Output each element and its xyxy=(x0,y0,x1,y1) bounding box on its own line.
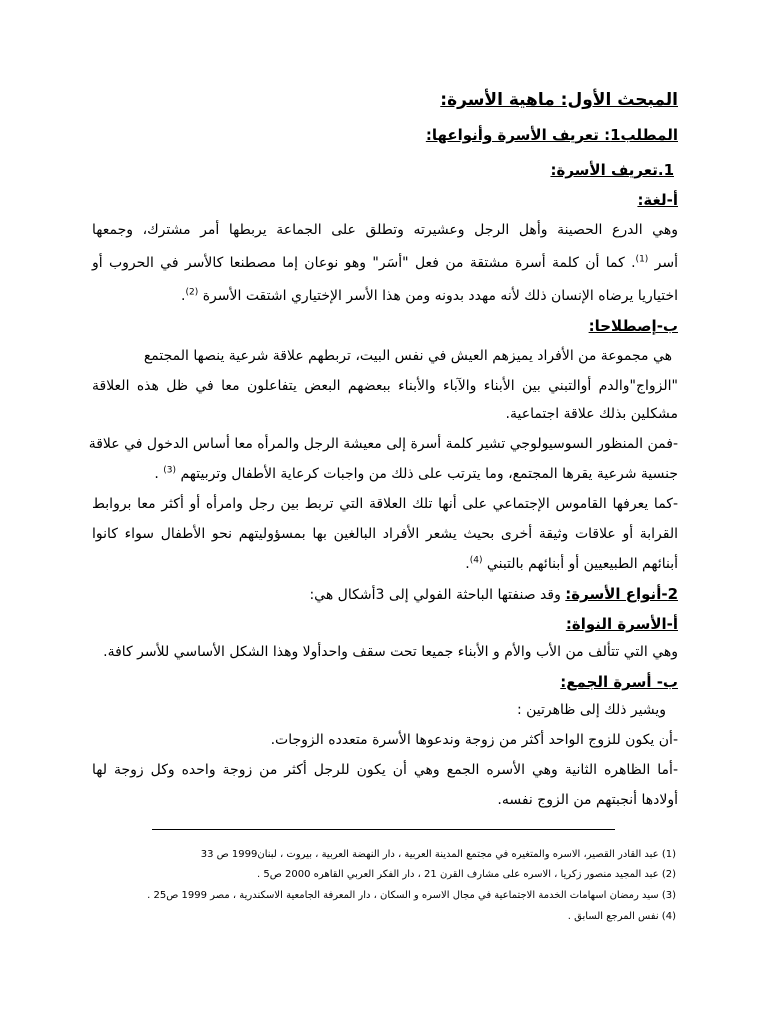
extended-family-intro: ويشير ذلك إلى ظاهرتين : xyxy=(516,702,666,718)
extended-family-point-2-line-2: أولادها أنجبتهم من الزوج نفسه. xyxy=(497,792,678,808)
dictionary-line-1: -كما يعرفها القاموس الإجتماعي على أنها تلك العلاقة التي تربط بين رجل وامرأه أو أكثر معا بروابط xyxy=(92,496,678,512)
definition-title: 1.تعريف الأسرة: xyxy=(550,161,674,179)
document-page xyxy=(88,80,678,980)
lexical-line-2: أسر $^{(1)}$. كما أن كلمة أسرة مشتقة من فعل "أسَر" وهو نوعان إما مصطنعا كالأسر في الحروب أو xyxy=(92,254,678,271)
sociological-line-1: -فمن المنظور السوسيولوجي تشير كلمة أسرة إلى معيشة الرجل والمرأه معا أساس الدخول في علاقة xyxy=(88,436,678,452)
nuclear-family-title: أ-الأسرة النواة: xyxy=(565,615,678,633)
types-title: 2-أنواع الأسرة: xyxy=(565,585,678,603)
dictionary-line-3: أبنائهم الطبيعيين أو أبنائهم بالتبني $^{(4)}$. xyxy=(465,555,678,572)
sociological-line-2: جنسية شرعية يقرها المجتمع، وما يترتب على ذلك من واجبات كرعاية الأطفال وتربيتهم $^{(3)}$ . xyxy=(154,465,678,482)
footnote-3: (3) سيد رمضان اسهامات الخدمة الاجتماعية في مجال الاسره و السكان ، دار المعرفة الجامعية الاسكندرية ، مصر 1999 ص25 . xyxy=(147,890,676,901)
footnote-ref-2: (2) xyxy=(185,287,199,298)
footnote-ref-1: (1) xyxy=(635,254,649,265)
lexical-line-1: وهي الدرع الحصينة وأهل الرجل وعشيرته وتطلق على الجماعة يربطها أمر مشترك، وجمعها xyxy=(92,222,678,238)
extended-family-point-1: -أن يكون للزوج الواحد أكثر من زوجة وندعوها الأسرة متعدده الزوجات. xyxy=(270,732,678,748)
terminology-line-3: مشكلين بذلك علاقة اجتماعية. xyxy=(505,406,678,422)
footnote-ref-3: (3) xyxy=(163,465,177,476)
subsection-title: المطلب1: تعريف الأسرة وأنواعها: xyxy=(425,126,678,144)
footnote-1: (1) عبد القادر القصير، الاسره والمتغيره في مجتمع المدينة العربية ، دار النهضة العربية ، بيروت ، لبنان1999 ص 33 xyxy=(200,849,676,860)
lexical-line-3: اختياريا يرضاه الإنسان ذلك لأنه مهدد بدونه ومن هذا الأسر الإختياري اشتقت الأسرة $^{(2)}$. xyxy=(181,287,678,304)
types-heading-line xyxy=(92,584,678,605)
footnote-4: (4) نفس المرجع السابق . xyxy=(567,911,676,922)
footnote-ref-4: (4) xyxy=(469,555,483,566)
extended-family-title: ب- أسرة الجمع: xyxy=(560,673,678,691)
footnote-2: (2) عبد المجيد منصور زكريا ، الاسره على مشارف القرن 21 ، دار الفكر العربي القاهره 2000 ص5 . xyxy=(257,869,676,880)
lexical-title: أ-لغة: xyxy=(637,191,678,209)
terminology-title: ب-إصطلاحا: xyxy=(588,317,678,335)
nuclear-family-text: وهي التي تتألف من الأب والأم و الأبناء جميعا تحت سقف واحدأولا وهذا الشكل الأساسي للأسر كافة. xyxy=(103,644,678,660)
types-intro: وقد صنفتها الباحثة الفولي إلى 3أشكال هي: xyxy=(309,587,566,603)
extended-family-point-2-line-1: -أما الظاهره الثانية وهي الأسره الجمع وهي أن يكون للرجل أكثر من زوجة واحده وكل زوجة لها xyxy=(92,762,678,778)
section-title: المبحث الأول: ماهية الأسرة: xyxy=(440,90,678,110)
dictionary-line-2: القرابة أو علاقات وثيقة أخرى بحيث يشعر الأفراد البالغين بها بمسؤوليتهم نحو الأطفال سواء كانوا xyxy=(92,526,678,542)
terminology-line-2: "الزواج"والدم أوالتبني بين الأبناء والآباء والأبناء ببعضهم البعض يتفاعلون معا في ظل هذه العلاقة xyxy=(92,378,678,394)
terminology-line-1: هي مجموعة من الأفراد يميزهم العيش في نفس البيت، تربطهم علاقة شرعية ينصها المجتمع xyxy=(143,348,672,364)
footnote-divider xyxy=(152,829,615,830)
